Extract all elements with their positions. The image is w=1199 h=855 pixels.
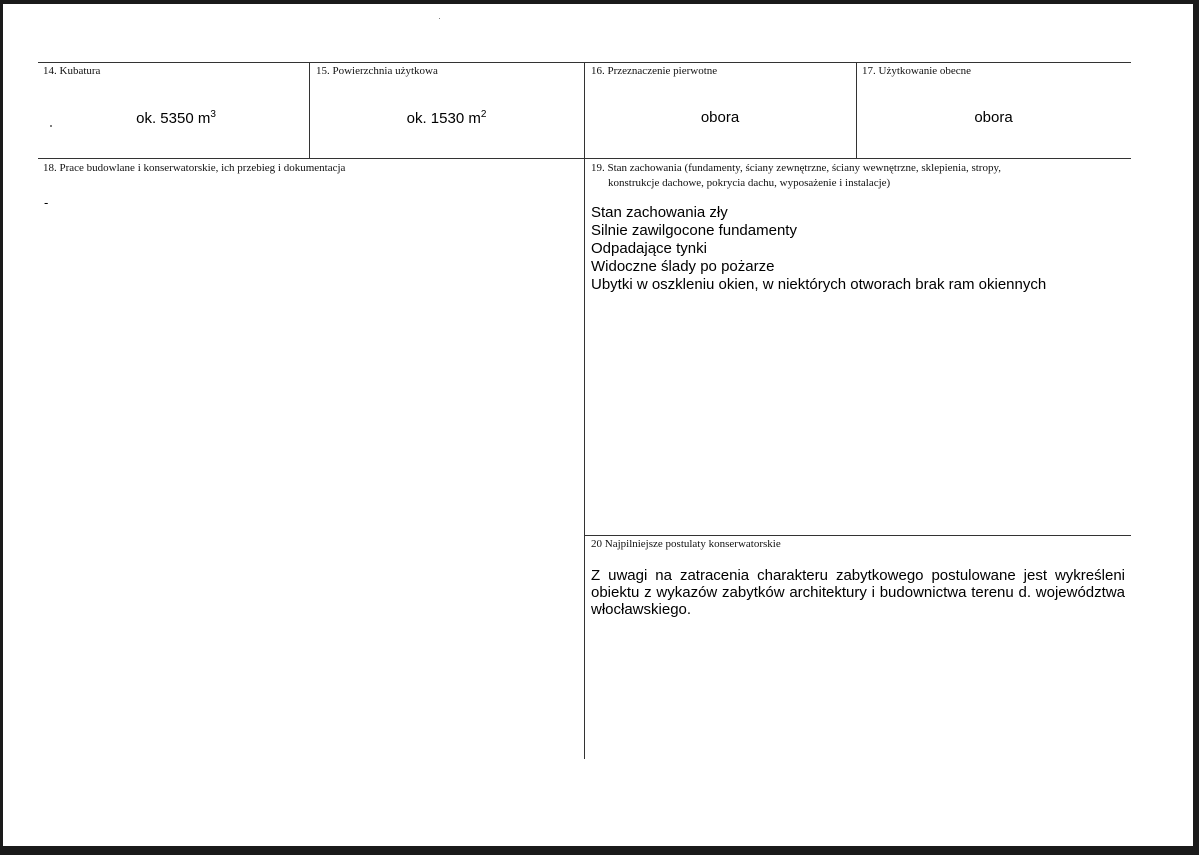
stan-item: Stan zachowania zły [591,204,728,221]
section-20-divider [584,535,1131,536]
scan-speck [50,125,52,127]
postulaty-label: 20 Najpilniejsze postulaty konserwatorskie [591,538,781,550]
uzytkowanie-value: obora [974,109,1013,126]
kubatura-label: 14. Kubatura [43,65,101,77]
przeznaczenie-value: obora [700,109,740,126]
stan-label-line1: 19. Stan zachowania (fundamenty, ściany zewnętrzne, ściany wewnętrzne, sklepienia, stropy, [591,162,1002,174]
form-page [3,4,1193,846]
scan-speck [439,18,440,19]
col-divider-2 [584,62,585,759]
powierzchnia-value: ok. 1530 $m^2$ [406,109,487,127]
prace-label: 18. Prace budowlane i konserwatorskie, ich przebieg i dokumentacja [43,162,346,174]
powierzchnia-unit-exponent: 2 [480,109,487,120]
prace-value: - [44,195,49,210]
stan-item: Ubytki w oszkleniu okien, w niektórych otworach brak ram okiennych [591,276,1047,293]
przeznaczenie-label: 16. Przeznaczenie pierwotne [591,65,718,77]
kubatura-unit-exponent: 3 [210,109,216,120]
stan-item: Odpadające tynki [591,240,707,257]
powierzchnia-label: 15. Powierzchnia użytkowa [316,65,438,77]
stan-item: Widoczne ślady po pożarze [591,258,775,275]
uzytkowanie-label: 17. Użytkowanie obecne [862,65,972,77]
stan-item: Silnie zawilgocone fundamenty [591,222,797,239]
stan-items [591,204,1046,294]
postulaty-text: Z uwagi na zatracenia charakteru zabytkowego postulowane jest wykreśleni obiektu z wykazów zabytków architektury i budownictwa terenu d. województwa włocławskiego. [591,567,1125,618]
stan-label-line2: konstrukcje dachowe, pokrycia dachu, wyposażenie i instalacje) [608,177,891,189]
kubatura-value: ok. 5350 $m^3$ [136,109,216,127]
